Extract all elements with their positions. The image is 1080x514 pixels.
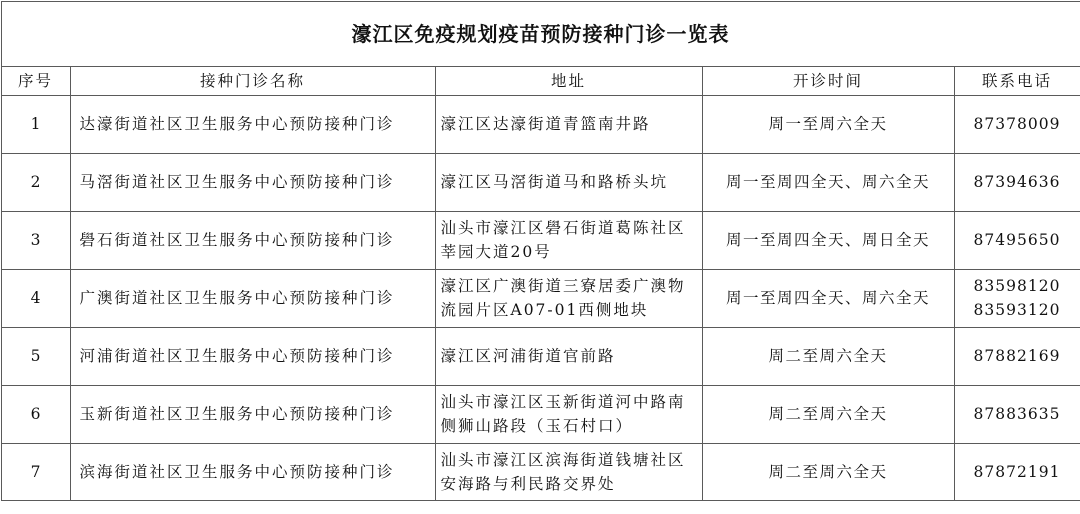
row-index: 6 <box>1 385 70 443</box>
table-row <box>1 153 1080 211</box>
row-address: 汕头市濠江区玉新街道河中路南侧狮山路段（玉石村口） <box>435 385 702 443</box>
row-hours: 周二至周六全天 <box>702 385 954 443</box>
header-hours: 开诊时间 <box>702 66 954 95</box>
header-address: 地址 <box>435 66 702 95</box>
row-hours: 周一至周六全天 <box>702 95 954 153</box>
phone-number: 87394636 <box>955 170 1080 194</box>
clinic-list-sheet <box>0 1 1080 514</box>
row-hours: 周二至周六全天 <box>702 327 954 385</box>
row-address: 濠江区广澳街道三寮居委广澳物流园片区A07-01西侧地块 <box>435 269 702 327</box>
row-index: 3 <box>1 211 70 269</box>
row-index: 1 <box>1 95 70 153</box>
row-clinic-name: 河浦街道社区卫生服务中心预防接种门诊 <box>70 327 435 385</box>
row-clinic-name: 礐石街道社区卫生服务中心预防接种门诊 <box>70 211 435 269</box>
table-row <box>1 385 1080 443</box>
row-index: 2 <box>1 153 70 211</box>
row-phone <box>954 385 1080 443</box>
header-index: 序号 <box>1 66 70 95</box>
phone-number: 83593120 <box>955 298 1080 322</box>
phone-number: 83598120 <box>955 274 1080 298</box>
table-row <box>1 443 1080 500</box>
row-clinic-name: 马滘街道社区卫生服务中心预防接种门诊 <box>70 153 435 211</box>
table-row <box>1 95 1080 153</box>
row-phone <box>954 211 1080 269</box>
row-index: 7 <box>1 443 70 500</box>
row-address: 濠江区河浦街道官前路 <box>435 327 702 385</box>
row-hours: 周一至周四全天、周六全天 <box>702 153 954 211</box>
row-clinic-name: 玉新街道社区卫生服务中心预防接种门诊 <box>70 385 435 443</box>
table-row <box>1 269 1080 327</box>
row-address: 汕头市濠江区滨海街道钱塘社区安海路与利民路交界处 <box>435 443 702 500</box>
phone-number: 87495650 <box>955 228 1080 252</box>
row-index: 5 <box>1 327 70 385</box>
table-row <box>1 327 1080 385</box>
phone-number: 87378009 <box>955 112 1080 136</box>
row-address: 濠江区达濠街道青篮南井路 <box>435 95 702 153</box>
header-phone: 联系电话 <box>954 66 1080 95</box>
row-phone <box>954 95 1080 153</box>
phone-number: 87882169 <box>955 344 1080 368</box>
row-clinic-name: 广澳街道社区卫生服务中心预防接种门诊 <box>70 269 435 327</box>
row-address: 濠江区马滘街道马和路桥头坑 <box>435 153 702 211</box>
phone-number: 87872191 <box>955 460 1080 484</box>
row-phone <box>954 269 1080 327</box>
row-clinic-name: 达濠街道社区卫生服务中心预防接种门诊 <box>70 95 435 153</box>
row-phone <box>954 153 1080 211</box>
row-phone <box>954 327 1080 385</box>
row-hours: 周二至周六全天 <box>702 443 954 500</box>
header-row <box>1 66 1080 95</box>
phone-number: 87883635 <box>955 402 1080 426</box>
row-address: 汕头市濠江区礐石街道葛陈社区莘园大道20号 <box>435 211 702 269</box>
table-row <box>1 211 1080 269</box>
header-name: 接种门诊名称 <box>70 66 435 95</box>
row-phone <box>954 443 1080 500</box>
row-clinic-name: 滨海街道社区卫生服务中心预防接种门诊 <box>70 443 435 500</box>
row-hours: 周一至周四全天、周六全天 <box>702 269 954 327</box>
clinic-table <box>1 1 1080 501</box>
table-title: 濠江区免疫规划疫苗预防接种门诊一览表 <box>1 1 1080 66</box>
row-index: 4 <box>1 269 70 327</box>
row-hours: 周一至周四全天、周日全天 <box>702 211 954 269</box>
